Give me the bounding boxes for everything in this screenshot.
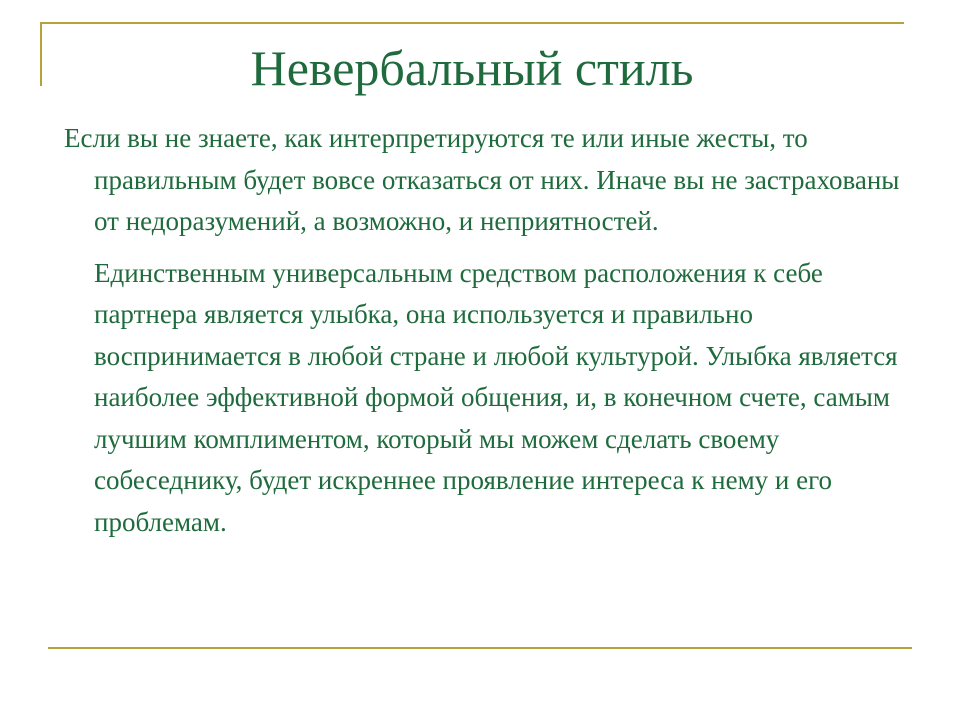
top-decorative-rule <box>40 22 904 24</box>
slide-title: Невербальный стиль <box>250 40 694 96</box>
body-paragraph-2: Единственным универсальным средством расположения к себе партнера является улыбка, она используется и правильно воспринимается в любой стране и любой культурой. Улыбка является наиболее эффективной формой общения, и, в конечном счете, самым лучшим комплиментом, который мы можем сделать своему собеседнику, будет искреннее проявление интереса к нему и его проблемам. <box>94 257 898 537</box>
body-paragraph-1: Если вы не знаете, как интерпретируются те или иные жесты, то правильным будет вовсе отказаться от них. Иначе вы не застрахованы от недоразумений, а возможно, и неприятностей. <box>64 123 900 236</box>
slide-body <box>64 118 914 543</box>
bottom-decorative-rule <box>48 647 912 649</box>
